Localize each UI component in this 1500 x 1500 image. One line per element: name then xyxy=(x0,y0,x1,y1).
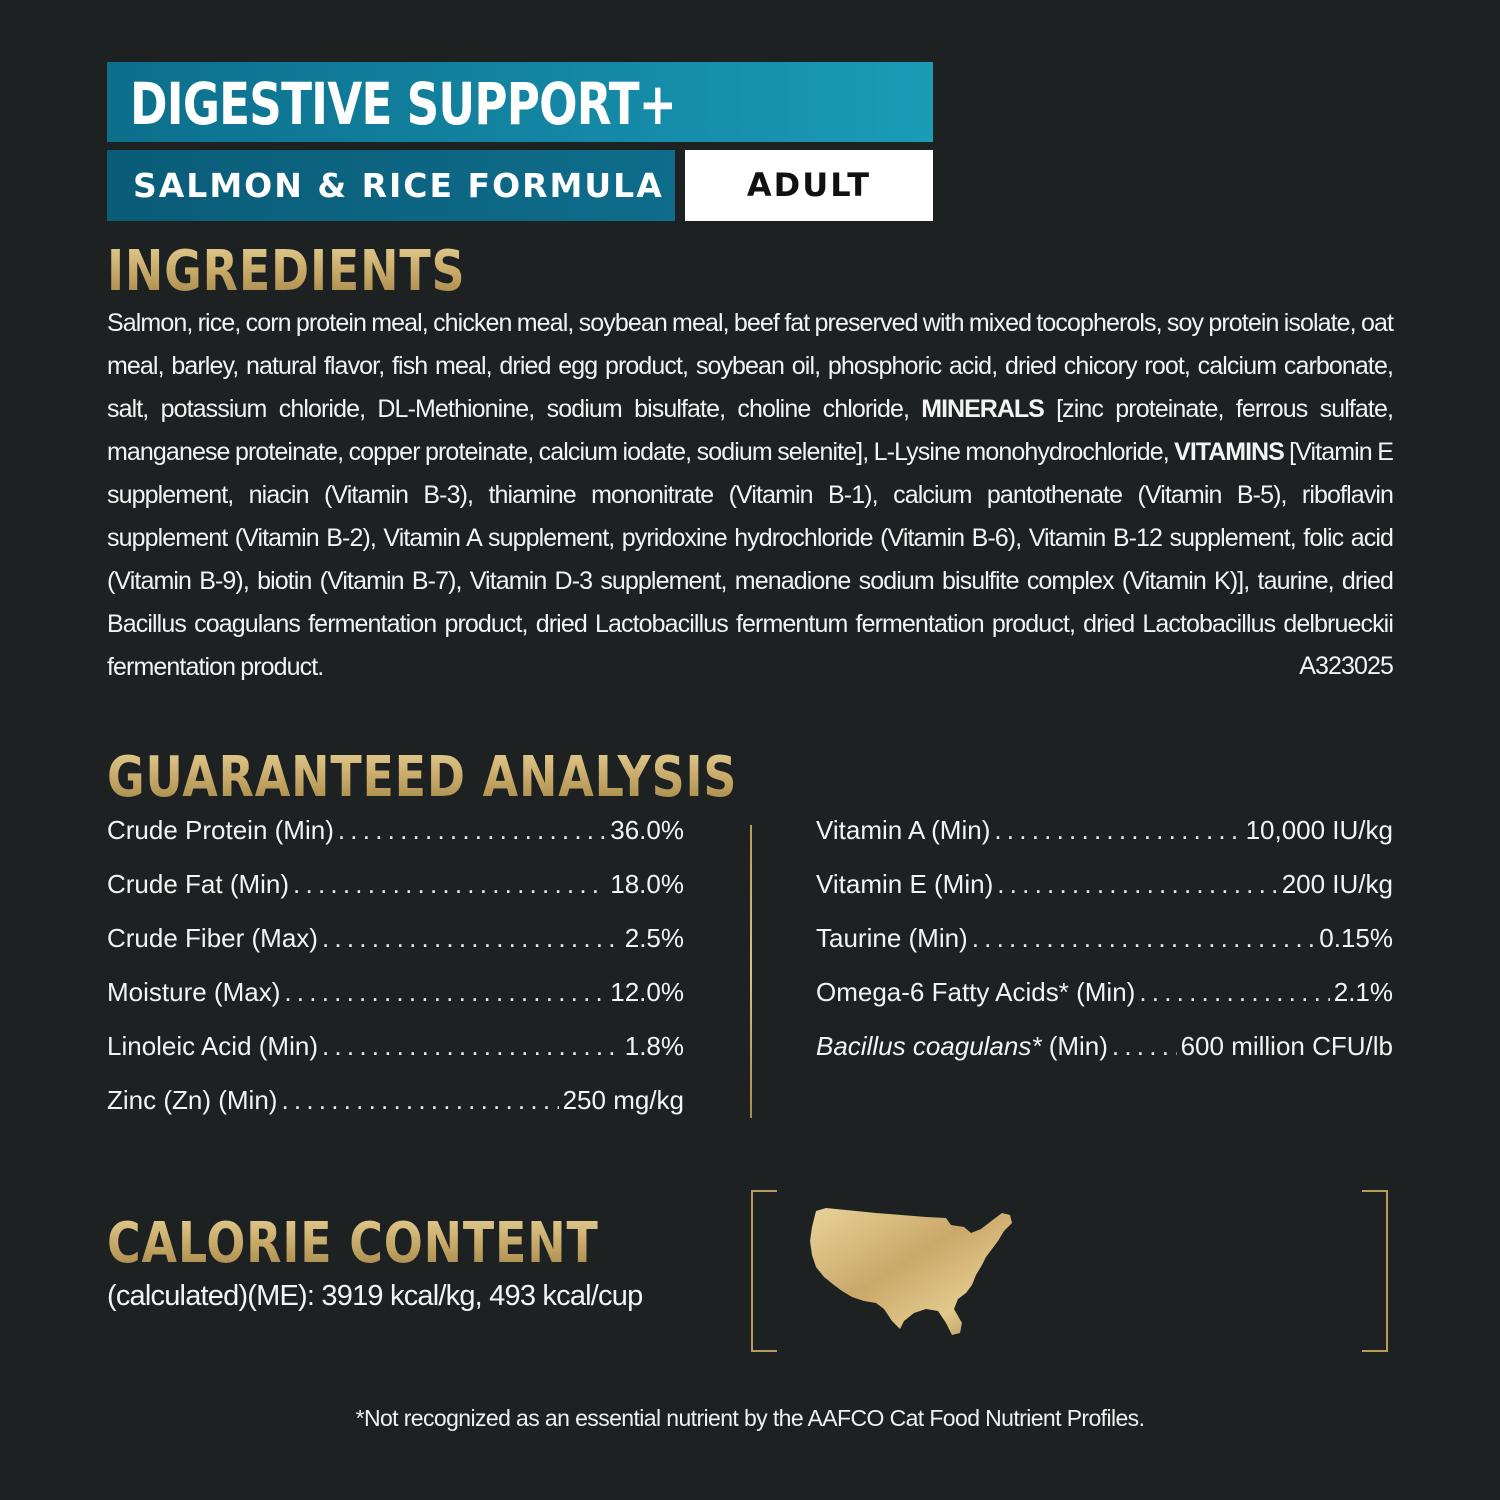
ingredients-part-2: [zinc proteinate, ferrous sulfate, manganese proteinate, copper proteinate, calcium iodate, sodium selenite], L-Lysine monohydrochloride, xyxy=(107,395,1393,466)
calorie-text: (calculated)(ME): 3919 kcal/kg, 493 kcal/cup xyxy=(107,1280,643,1312)
analysis-row xyxy=(107,1085,684,1139)
analysis-row xyxy=(816,977,1393,1031)
nutrient-label: Zinc (Zn) (Min) xyxy=(107,1085,278,1115)
leader-dots xyxy=(994,815,1241,846)
minerals-label: MINERALS xyxy=(921,395,1044,423)
nutrient-value: 18.0% xyxy=(610,869,684,899)
nutrient-label: Vitamin E (Min) xyxy=(816,869,994,899)
nutrient-value: 1.8% xyxy=(624,1031,684,1061)
nutrient-value: 2.1% xyxy=(1333,977,1393,1007)
nutrient-value: 10,000 IU/kg xyxy=(1245,815,1393,845)
made-in-us-line-1: MADE IN U.S. xyxy=(1068,1211,1388,1271)
column-divider xyxy=(750,825,752,1118)
product-title: DIGESTIVE SUPPORT+ xyxy=(130,70,676,138)
analysis-row xyxy=(107,815,684,869)
ingredients-part-1: Salmon, rice, corn protein meal, chicken meal, soybean meal, beef fat preserved with mixed tocopherols, soy protein isolate, oat meal, barley, natural flavor, fish meal, dried egg product, soybean oil, phosphoric acid, dried chicory root, calcium carbonate, salt, potassium chloride, DL-Methionine, sodium bisulfate, choline chloride, xyxy=(107,309,1393,423)
ingredients-text xyxy=(107,302,1393,689)
nutrient-value: 600 million CFU/lb xyxy=(1180,1031,1393,1061)
nutrient-value: 12.0% xyxy=(610,977,684,1007)
vitamins-label: VITAMINS xyxy=(1174,438,1284,466)
nutrient-label: Crude Fat (Min) xyxy=(107,869,290,899)
nutrient-label: Crude Fiber (Max) xyxy=(107,923,318,953)
analysis-row xyxy=(816,923,1393,977)
leader-dots xyxy=(338,815,606,846)
analysis-heading: GUARANTEED ANALYSIS xyxy=(107,745,738,810)
ingredients-part-3: [Vitamin E supplement, niacin (Vitamin B-3), thiamine mononitrate (Vitamin B-1), calcium pantothenate (Vitamin B-5), riboflavin supplement (Vitamin B-2), Vitamin A supplement, pyridoxine hydrochloride (Vitamin B-6), Vitamin B-12 supplement, folic acid (Vitamin B-9), biotin (Vitamin B-7), Vitamin D-3 supplement, menadione sodium bisulfite complex (Vitamin K)], taurine, dried Bacillus coagulans fermentation product, dried Lactobacillus fermentum fermentation product, dried Lactobacillus delbrueckii fermentation product. xyxy=(107,438,1393,681)
leader-dots xyxy=(281,1085,558,1116)
analysis-row xyxy=(107,1031,684,1085)
usa-map-icon xyxy=(806,1205,1018,1337)
leader-dots xyxy=(972,923,1316,954)
badge-bracket-left xyxy=(751,1190,777,1352)
nutrient-value: 0.15% xyxy=(1319,923,1393,953)
nutrient-label: Taurine (Min) xyxy=(816,923,968,953)
analysis-right-column xyxy=(816,815,1393,1085)
analysis-row xyxy=(816,869,1393,923)
calorie-heading: CALORIE CONTENT xyxy=(107,1211,599,1276)
made-in-us-label xyxy=(1040,1211,1388,1327)
nutrient-value: 200 IU/kg xyxy=(1281,869,1393,899)
nutrient-label: Crude Protein (Min) xyxy=(107,815,334,845)
analysis-left-column xyxy=(107,815,684,1139)
analysis-row xyxy=(107,923,684,977)
lot-code: A323025 xyxy=(1299,652,1393,680)
nutrient-label-rest: (Min) xyxy=(1041,1031,1108,1061)
analysis-row xyxy=(816,1031,1393,1085)
nutrient-value: 250 mg/kg xyxy=(562,1085,684,1115)
leader-dots xyxy=(1112,1031,1177,1062)
nutrient-label: Linoleic Acid (Min) xyxy=(107,1031,318,1061)
nutrient-label: Vitamin A (Min) xyxy=(816,815,991,845)
analysis-row xyxy=(816,815,1393,869)
leader-dots xyxy=(322,1031,621,1062)
analysis-row xyxy=(107,869,684,923)
formula-label: SALMON & RICE FORMULA xyxy=(133,166,664,205)
nutrient-label-italic: Bacillus coagulans* xyxy=(816,1031,1042,1061)
nutrient-value: 2.5% xyxy=(624,923,684,953)
leader-dots xyxy=(997,869,1277,900)
leader-dots xyxy=(284,977,606,1008)
made-in-us-line-2: FACILITIES xyxy=(1069,1267,1323,1327)
leader-dots xyxy=(322,923,621,954)
nutrient-label: Omega-6 Fatty Acids* (Min) xyxy=(816,977,1136,1007)
footnote: *Not recognized as an essential nutrient by the AAFCO Cat Food Nutrient Profiles. xyxy=(355,1405,1145,1431)
leader-dots xyxy=(1139,977,1329,1008)
nutrient-label: Moisture (Max) xyxy=(107,977,281,1007)
analysis-row xyxy=(107,977,684,1031)
life-stage-badge: ADULT xyxy=(685,150,933,221)
nutrient-label xyxy=(816,1031,1108,1062)
leader-dots xyxy=(293,869,606,900)
nutrient-value: 36.0% xyxy=(610,815,684,845)
ingredients-heading: INGREDIENTS xyxy=(107,239,466,304)
